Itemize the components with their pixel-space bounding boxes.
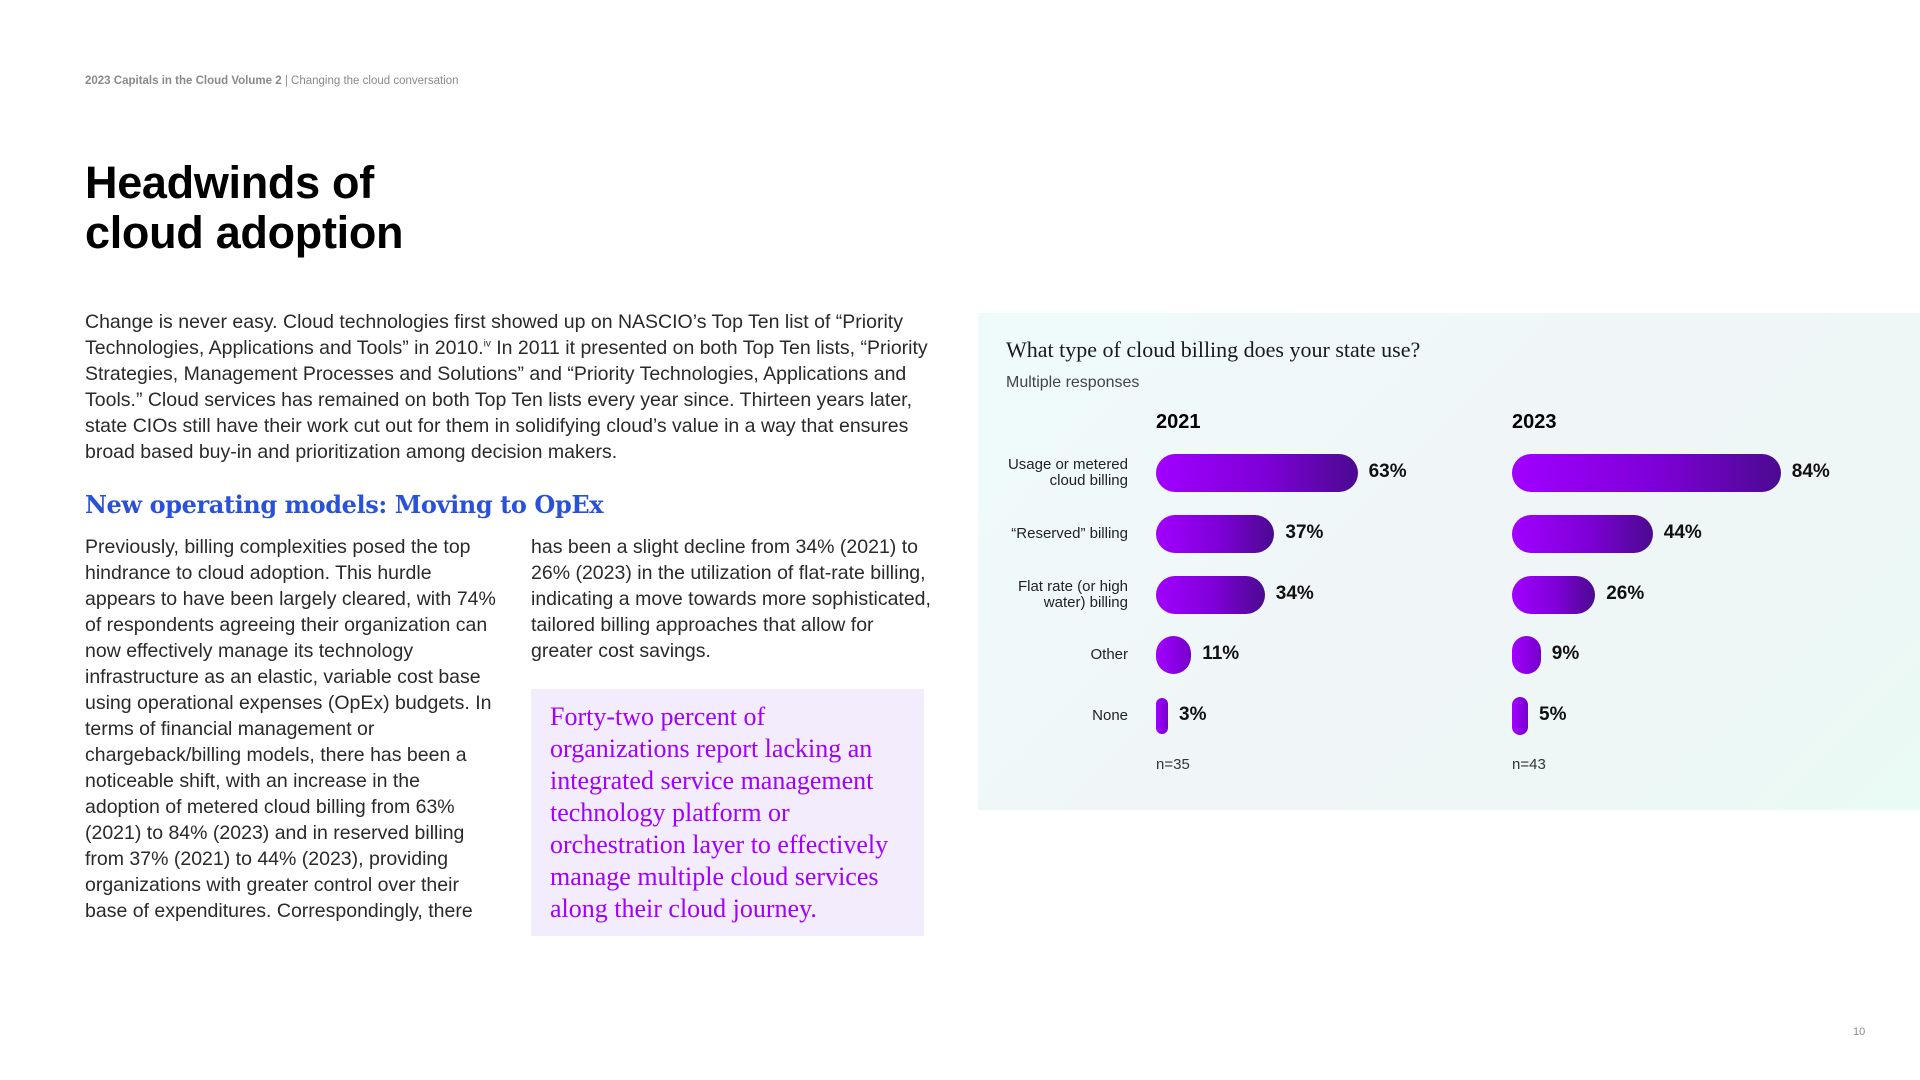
pull-quote-callout bbox=[531, 689, 924, 936]
pull-quote-text: Forty-two percent of organizations report lacking an integrated service management technology platform or orchestration layer to effectively manage multiple cloud services along their cloud journey. bbox=[550, 702, 889, 923]
bar-2021-2 bbox=[1156, 515, 1274, 553]
page-title-line-2: cloud adoption bbox=[85, 207, 404, 258]
category-label-line: Usage or metered bbox=[1007, 456, 1128, 473]
category-label-line: “Reserved” billing bbox=[1011, 525, 1128, 542]
bar-2023-5 bbox=[1512, 697, 1528, 735]
footnote-ref[interactable]: iv bbox=[483, 338, 491, 350]
sample-size-2021: n=35 bbox=[1156, 756, 1190, 773]
data-label-2023-1: 84% bbox=[1791, 461, 1830, 482]
bar-2021-5 bbox=[1156, 698, 1168, 734]
data-label-2021-4: 11% bbox=[1202, 643, 1240, 664]
category-label bbox=[978, 708, 1128, 724]
billing-chart-panel bbox=[978, 313, 1920, 810]
bar-2021-1 bbox=[1156, 454, 1358, 492]
page-title bbox=[85, 158, 403, 258]
data-label-2023-5: 5% bbox=[1539, 704, 1567, 725]
data-label-2021-2: 37% bbox=[1285, 522, 1324, 543]
data-label-2021-5: 3% bbox=[1179, 704, 1207, 725]
category-label-line: cloud billing bbox=[1049, 472, 1128, 489]
category-label-line: water) billing bbox=[1043, 594, 1128, 611]
data-label-2021-3: 34% bbox=[1275, 583, 1314, 604]
intro-text-1: Change is never easy. Cloud technologies first showed up on NASCIO’s Top Ten list of “Priority Technologies, Applications and Tools” in 2010. bbox=[85, 311, 903, 359]
series-label-2023: 2023 bbox=[1512, 411, 1557, 433]
bar-2023-1 bbox=[1512, 454, 1781, 492]
series-label-2021: 2021 bbox=[1156, 411, 1201, 433]
category-label-line: Other bbox=[1090, 646, 1128, 663]
intro-paragraph bbox=[85, 309, 935, 465]
category-label-line: Flat rate (or high bbox=[1017, 578, 1128, 595]
report-title: 2023 Capitals in the Cloud Volume 2 bbox=[85, 75, 282, 87]
sample-size-2023: n=43 bbox=[1512, 756, 1546, 773]
page-title-line-1: Headwinds of bbox=[85, 157, 374, 208]
data-label-2023-4: 9% bbox=[1551, 643, 1580, 664]
category-label bbox=[978, 647, 1128, 663]
body-column-right: has been a slight decline from 34% (2021) to 26% (2023) in the utilization of flat-rate billing, indicating a move towards more sophisticated, tailored billing approaches that allow for greater cost savings. bbox=[531, 536, 931, 662]
page-number: 10 bbox=[1853, 1026, 1866, 1038]
chart-title: What type of cloud billing does your state use? bbox=[1006, 337, 1421, 362]
intro-text-2: In 2011 it presented on both Top Ten lists, “Priority Strategies, Management Processes and Solutions” and “Priority Technologies, Applications and Tools.” Cloud services has remained on both Top Ten lists every year since. Thirteen years later, state CIOs still have their work cut out for them in solidifying cloud’s value in a way that ensures broad based buy-in and prioritization among decision makers. bbox=[85, 337, 928, 463]
chart-subtitle: Multiple responses bbox=[1006, 374, 1140, 391]
category-label bbox=[978, 526, 1128, 542]
report-subtitle: Changing the cloud conversation bbox=[291, 75, 459, 87]
header-separator: | bbox=[284, 75, 288, 87]
data-label-2021-1: 63% bbox=[1368, 461, 1407, 482]
running-header bbox=[85, 75, 459, 87]
category-label bbox=[978, 579, 1128, 611]
bar-2021-3 bbox=[1156, 576, 1265, 614]
body-column-left: Previously, billing complexities posed the top hindrance to cloud adoption. This hurdle appears to have been largely cleared, with 74% of respondents agreeing their organization can now effectively manage its technology infrastructure as an elastic, variable cost base using operational expenses (OpEx) budgets. In terms of financial management or chargeback/billing models, there has been a noticeable shift, with an increase in the adoption of metered cloud billing from 63% (2021) to 84% (2023) and in reserved billing from 37% (2021) to 44% (2023), providing organizations with greater control over their base of expenditures. Correspondingly, there bbox=[85, 536, 496, 922]
bar-2023-4 bbox=[1512, 636, 1541, 674]
data-label-2023-3: 26% bbox=[1606, 583, 1645, 604]
bar-2021-4 bbox=[1156, 636, 1191, 674]
category-label-line: None bbox=[1092, 707, 1128, 724]
data-label-2023-2: 44% bbox=[1663, 522, 1702, 543]
bar-2023-3 bbox=[1512, 576, 1595, 614]
category-label bbox=[978, 457, 1128, 489]
bar-2023-2 bbox=[1512, 515, 1653, 553]
section-heading: New operating models: Moving to OpEx bbox=[85, 490, 604, 519]
